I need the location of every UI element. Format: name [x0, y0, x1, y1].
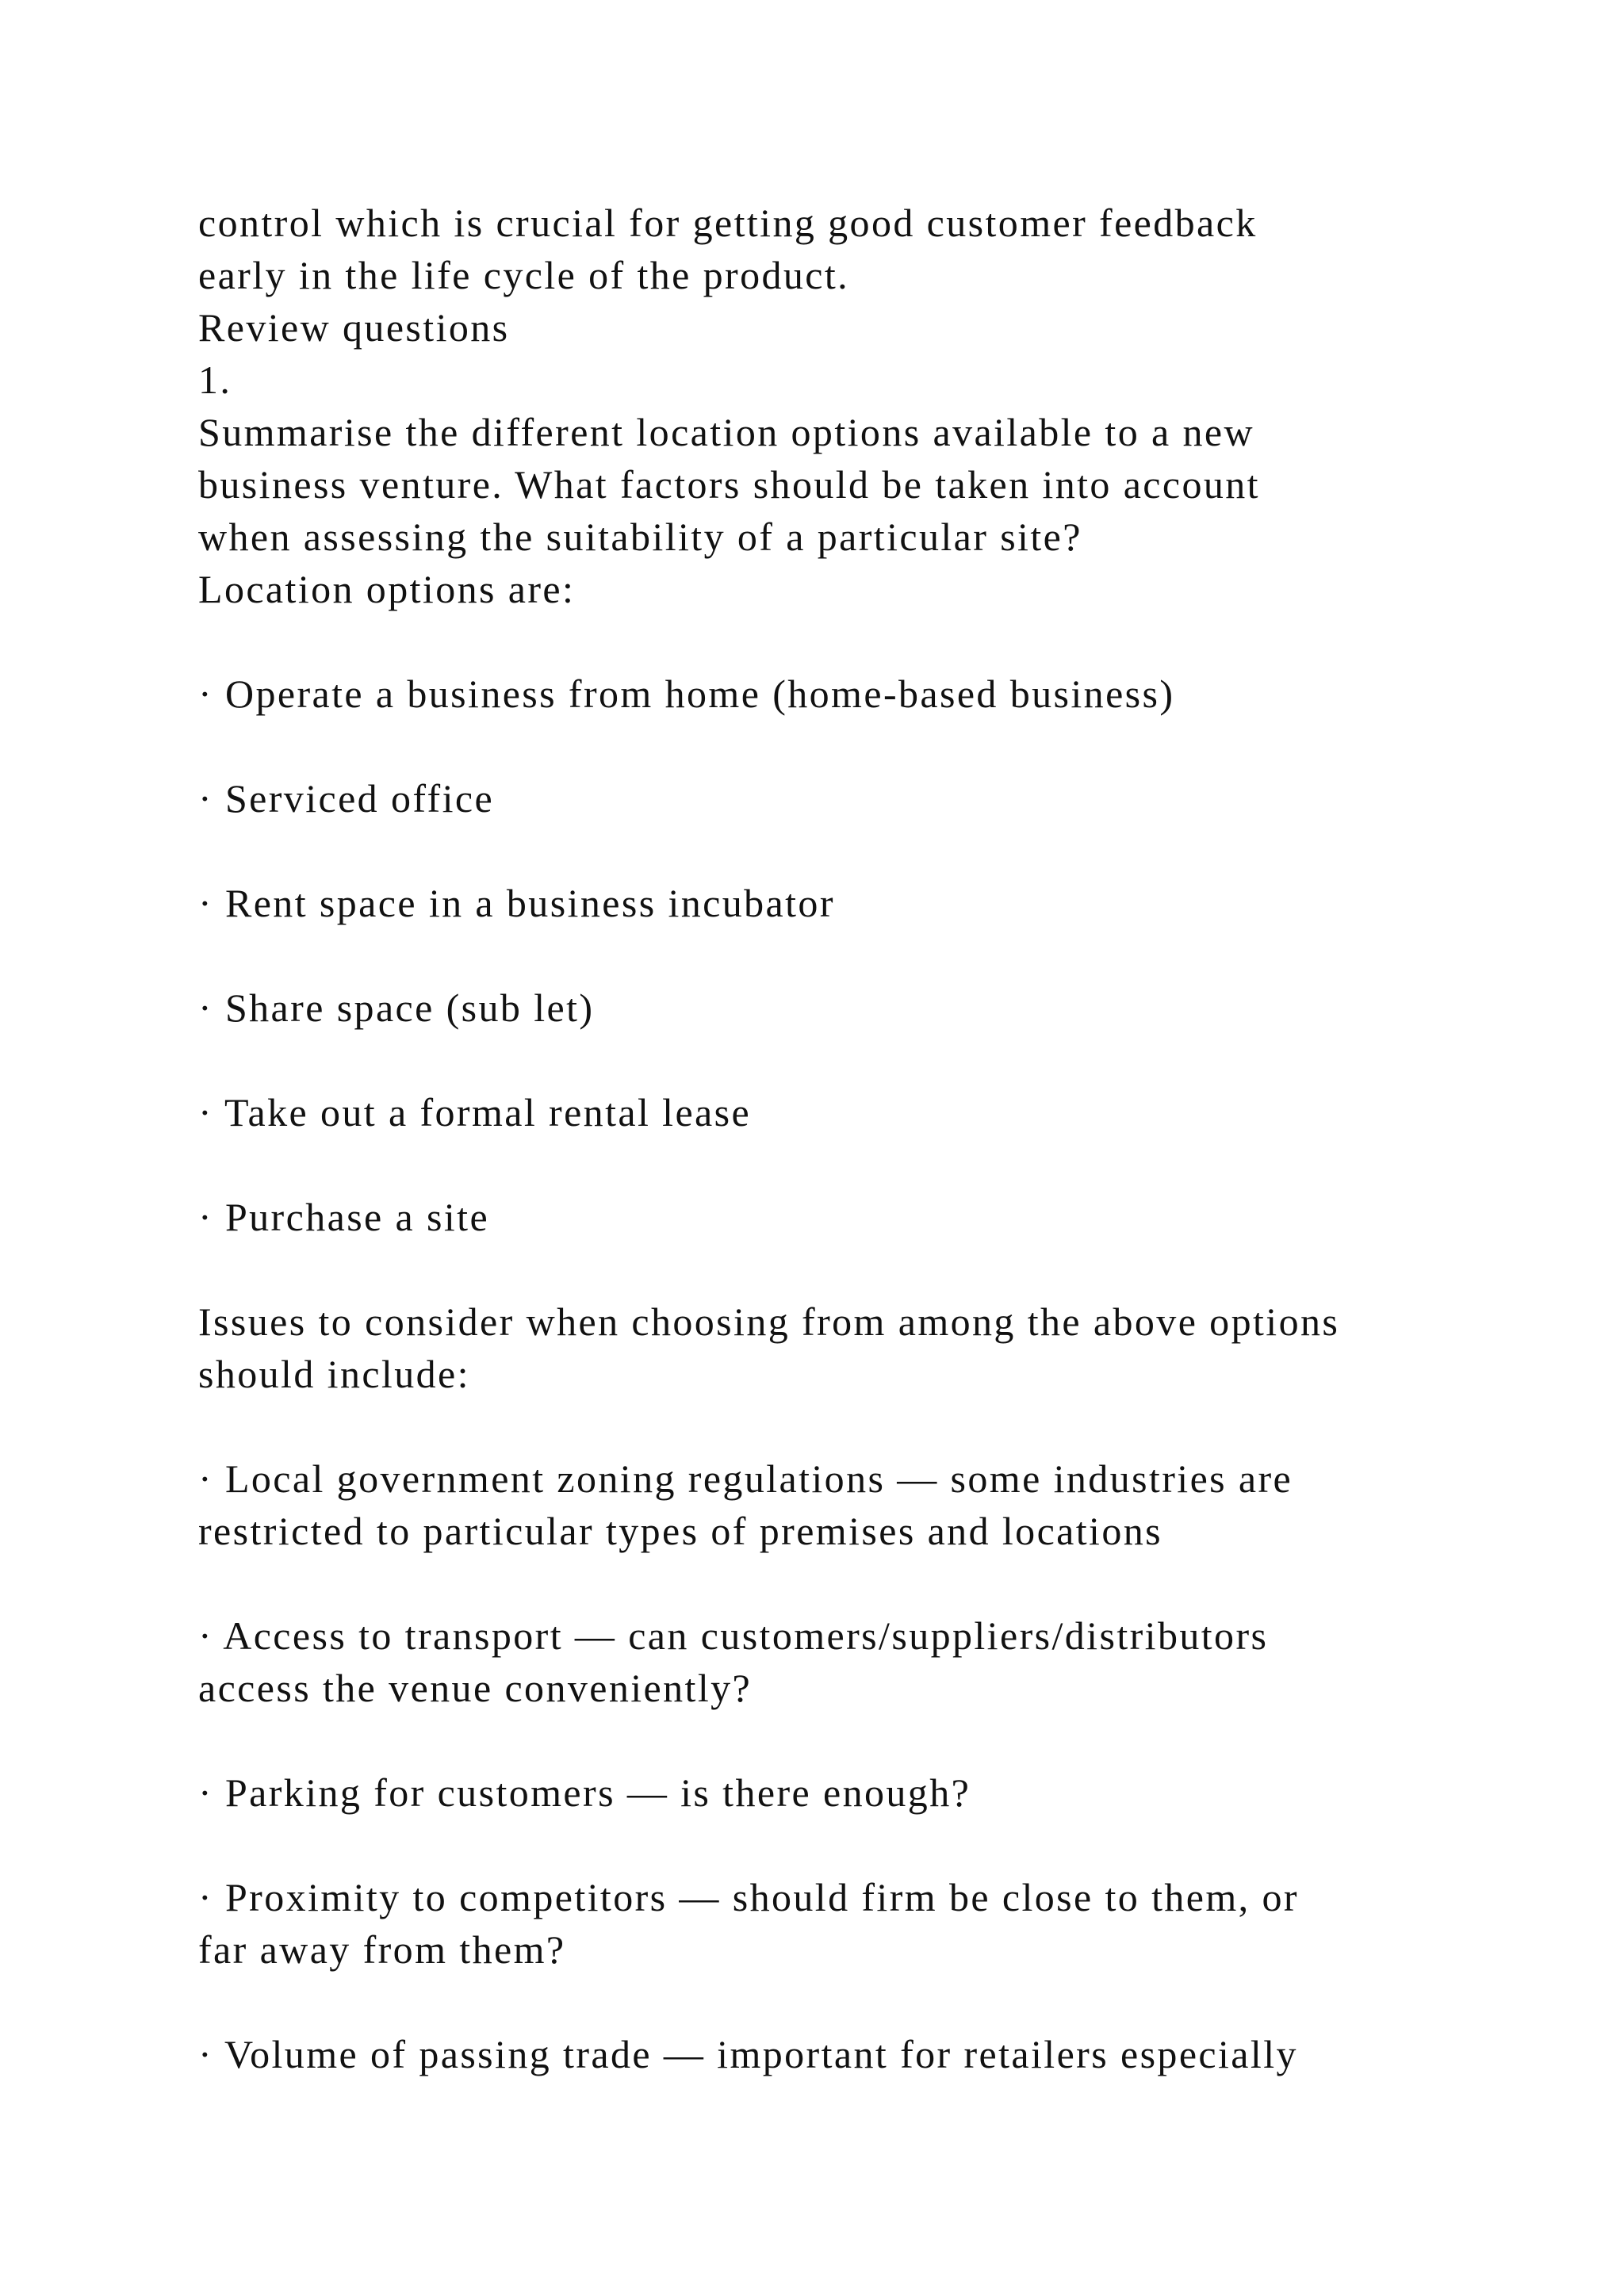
list-item: · Share space (sub let) — [198, 985, 595, 1030]
answer-intro: Location options are: — [198, 567, 576, 611]
question-text: when assessing the suitability of a particular site? — [198, 515, 1082, 559]
list-item-continuation: access the venue conveniently? — [198, 1666, 753, 1710]
list-item: · Proximity to competitors — should firm be close to them, or — [198, 1875, 1299, 1919]
question-text: Summarise the different location options available to a new — [198, 410, 1255, 454]
blank-line — [198, 720, 1546, 772]
list-item-continuation: far away from them? — [198, 1927, 566, 1972]
paragraph-text: Issues to consider when choosing from among the above options — [198, 1299, 1340, 1344]
blank-line — [198, 1243, 1546, 1295]
blank-line — [198, 1034, 1546, 1086]
list-item: · Volume of passing trade — important for retailers especially — [198, 2032, 1298, 2076]
blank-line — [198, 1400, 1546, 1452]
blank-line — [198, 1557, 1546, 1609]
blank-line — [198, 1714, 1546, 1766]
section-heading: Review questions — [198, 305, 510, 350]
list-item: · Purchase a site — [198, 1195, 490, 1239]
blank-line — [198, 615, 1546, 668]
list-item: · Rent space in a business incubator — [198, 881, 835, 925]
blank-line — [198, 1976, 1546, 2028]
blank-line — [198, 825, 1546, 877]
list-item: · Operate a business from home (home-based business) — [198, 672, 1175, 716]
question-text: business venture. What factors should be taken into account — [198, 462, 1260, 507]
question-number: 1. — [198, 358, 232, 402]
list-item: · Access to transport — can customers/suppliers/distributors — [198, 1613, 1269, 1658]
text-line: early in the life cycle of the product. — [198, 253, 850, 297]
list-item: · Serviced office — [198, 776, 495, 821]
list-item: · Take out a formal rental lease — [198, 1090, 752, 1135]
blank-line — [198, 929, 1546, 982]
list-item: · Local government zoning regulations — some industries are — [198, 1456, 1293, 1501]
document-body — [198, 197, 1546, 2080]
blank-line — [198, 1138, 1546, 1191]
paragraph-text: should include: — [198, 1352, 470, 1396]
blank-line — [198, 1819, 1546, 1871]
text-line: control which is crucial for getting good customer feedback — [198, 201, 1258, 245]
list-item: · Parking for customers — is there enough? — [198, 1770, 971, 1815]
list-item-continuation: restricted to particular types of premises and locations — [198, 1509, 1162, 1553]
